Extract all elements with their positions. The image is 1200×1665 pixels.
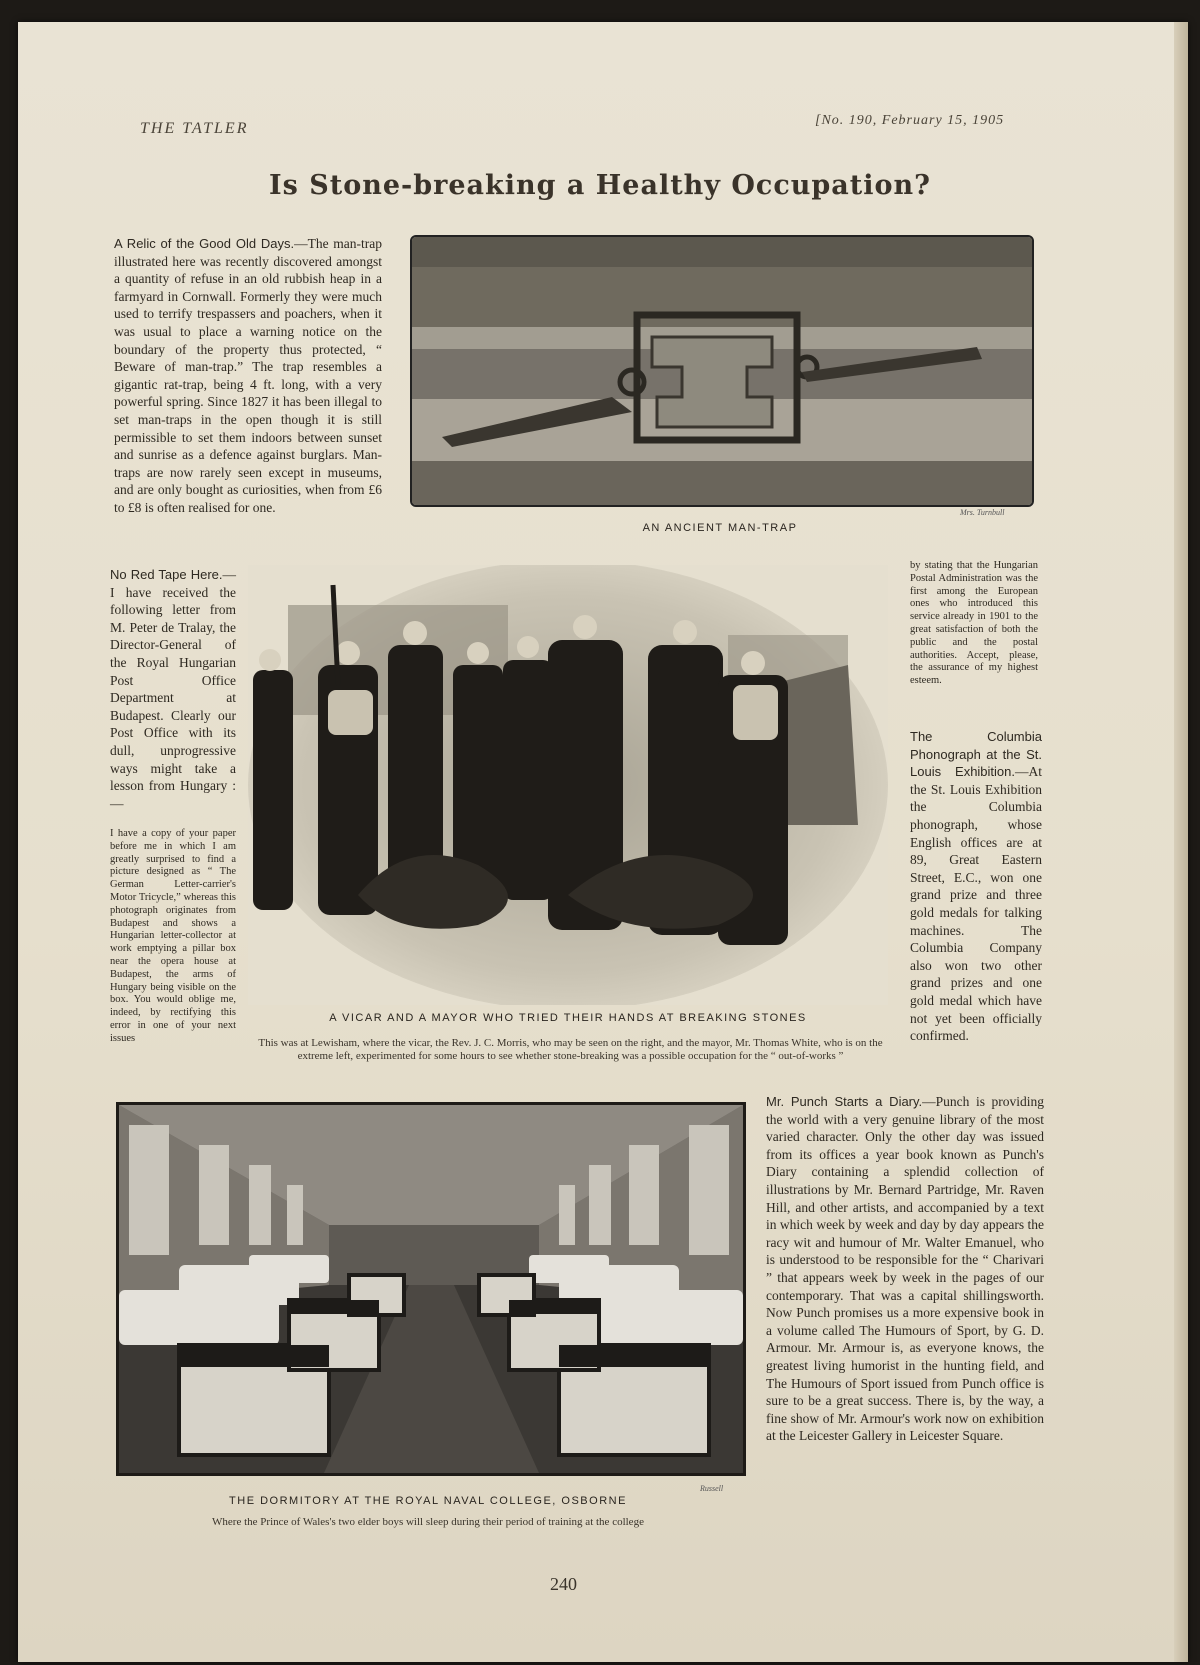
relic-heading: A Relic of the Good Old Days.: [114, 236, 295, 251]
relic-text: —The man-trap illustrated here was recently discovered amongst a quantity of refuse in an old rubbish heap in a farmyard in Cornwall. Formerly they were much used to terrify trespassers and poachers, when it was usual to place a warning notice on the boundary of the property thus protected, “ Beware of man-trap.” The trap resembles a gigantic rat-trap, being 4 ft. long, with a very powerful spring. Since 1827 it has been illegal to set man-traps in the open though it is still permissible to set them indoors between sunset and sunrise as a defence against burglars. Man-traps are now rarely seen except in museums, and are only bought as curiosities, when from £6 to £8 is often realised for one.: [114, 236, 382, 515]
page-number: 240: [550, 1574, 577, 1594]
red-tape-heading: No Red Tape Here.: [110, 567, 223, 582]
red-tape-letter-continued: by stating that the Hungarian Postal Administration was the first among the European ones who introduced this service already in 1901 to the great satisfaction of both the public and the postal authorities. Accept, please, the assurance of my highest esteem.: [910, 560, 1038, 687]
page-edge: [1174, 22, 1188, 1662]
article-columbia: [910, 728, 1042, 1045]
page-title: Is Stone-breaking a Healthy Occupation?: [269, 170, 931, 201]
punch-text: —Punch is providing the world with a very genuine library of the most varied character. Only the other day was issued from its offices a year book known as Punch's Diary containing a splendid collection of illustrations by Mr. Bernard Partridge, Mr. Raven Hill, and other artists, and accompanied by a text in which week by week and day by day appears the racy wit and humour of Mr. Walter Emanuel, who is understood to be responsible for the “ Charivari ” that appears week by week in the pages of our contemporary. That was a capital shillingsworth. Now Punch promises us a more expensive book in a volume called The Humours of Sport, by G. D. Armour. Mr. Armour is, as everyone knows, the greatest living humorist in the hunting field, and The Humours of Sport issued from Punch office is sure to be a great success. There is, by the way, a fine show of Mr. Armour's work now on exhibition at the Leicester Gallery in Leicester Square.: [766, 1094, 1044, 1444]
red-tape-letter: I have a copy of your paper before me in which I am greatly surprised to find a picture designed as “ The German Letter-carrier's Motor Tricycle,” whereas this photograph originates from Budapest and shows a Hungarian letter-collector at work emptying a pillar box near the opera house at Budapest, the arms of Hungary being visible on the box. You would oblige me, indeed, by rectifying this error in one of your next issues: [110, 828, 236, 1044]
stone-breaking-photo: [248, 565, 888, 1005]
mantrap-credit: Mrs. Turnbull: [960, 508, 1005, 517]
dormitory-credit: Russell: [700, 1484, 724, 1493]
issue-line: [No. 190, February 15, 1905: [815, 113, 1005, 128]
article-red-tape: [110, 566, 236, 812]
dormitory-subcaption: Where the Prince of Wales's two elder boys will sleep during their period of training at the college: [212, 1516, 644, 1528]
punch-heading: Mr. Punch Starts a Diary.: [766, 1094, 923, 1109]
article-punch: [766, 1093, 1044, 1445]
columbia-text: —At the St. Louis Exhibition the Columbia phonograph, whose English offices are at 89, Great Eastern Street, E.C., won one grand prize and three gold medals for talking machines. The Columbia Company also won two other grand prizes and one gold medal which have not yet been officially confirmed.: [910, 764, 1042, 1044]
mantrap-photo: [410, 235, 1034, 507]
dormitory-photo: [116, 1102, 746, 1476]
stone-breaking-caption: A VICAR AND A MAYOR WHO TRIED THEIR HANDS AT BREAKING STONES: [329, 1012, 807, 1024]
article-relic: [114, 235, 382, 517]
publication-name: THE TATLER: [140, 120, 249, 137]
dormitory-caption: THE DORMITORY AT THE ROYAL NAVAL COLLEGE, OSBORNE: [229, 1495, 627, 1507]
mantrap-caption: AN ANCIENT MAN-TRAP: [642, 522, 798, 534]
columbia-heading: The Columbia Phonograph at the St. Louis Exhibition.: [910, 729, 1042, 780]
red-tape-text: —I have received the following letter from M. Peter de Tralay, the Director-General of the Royal Hungarian Post Office Department at Budapest. Clearly our Post Office with its dull, unprogressive ways might take a lesson from Hungary :—: [110, 567, 236, 811]
stone-breaking-subcaption: This was at Lewisham, where the vicar, the Rev. J. C. Morris, who may be seen on the right, and the mayor, Mr. Thomas White, who is on the extreme left, experimented for some hours to see whether stone-breaking was a possible occupation for the “ out-of-works ”: [258, 1037, 883, 1062]
